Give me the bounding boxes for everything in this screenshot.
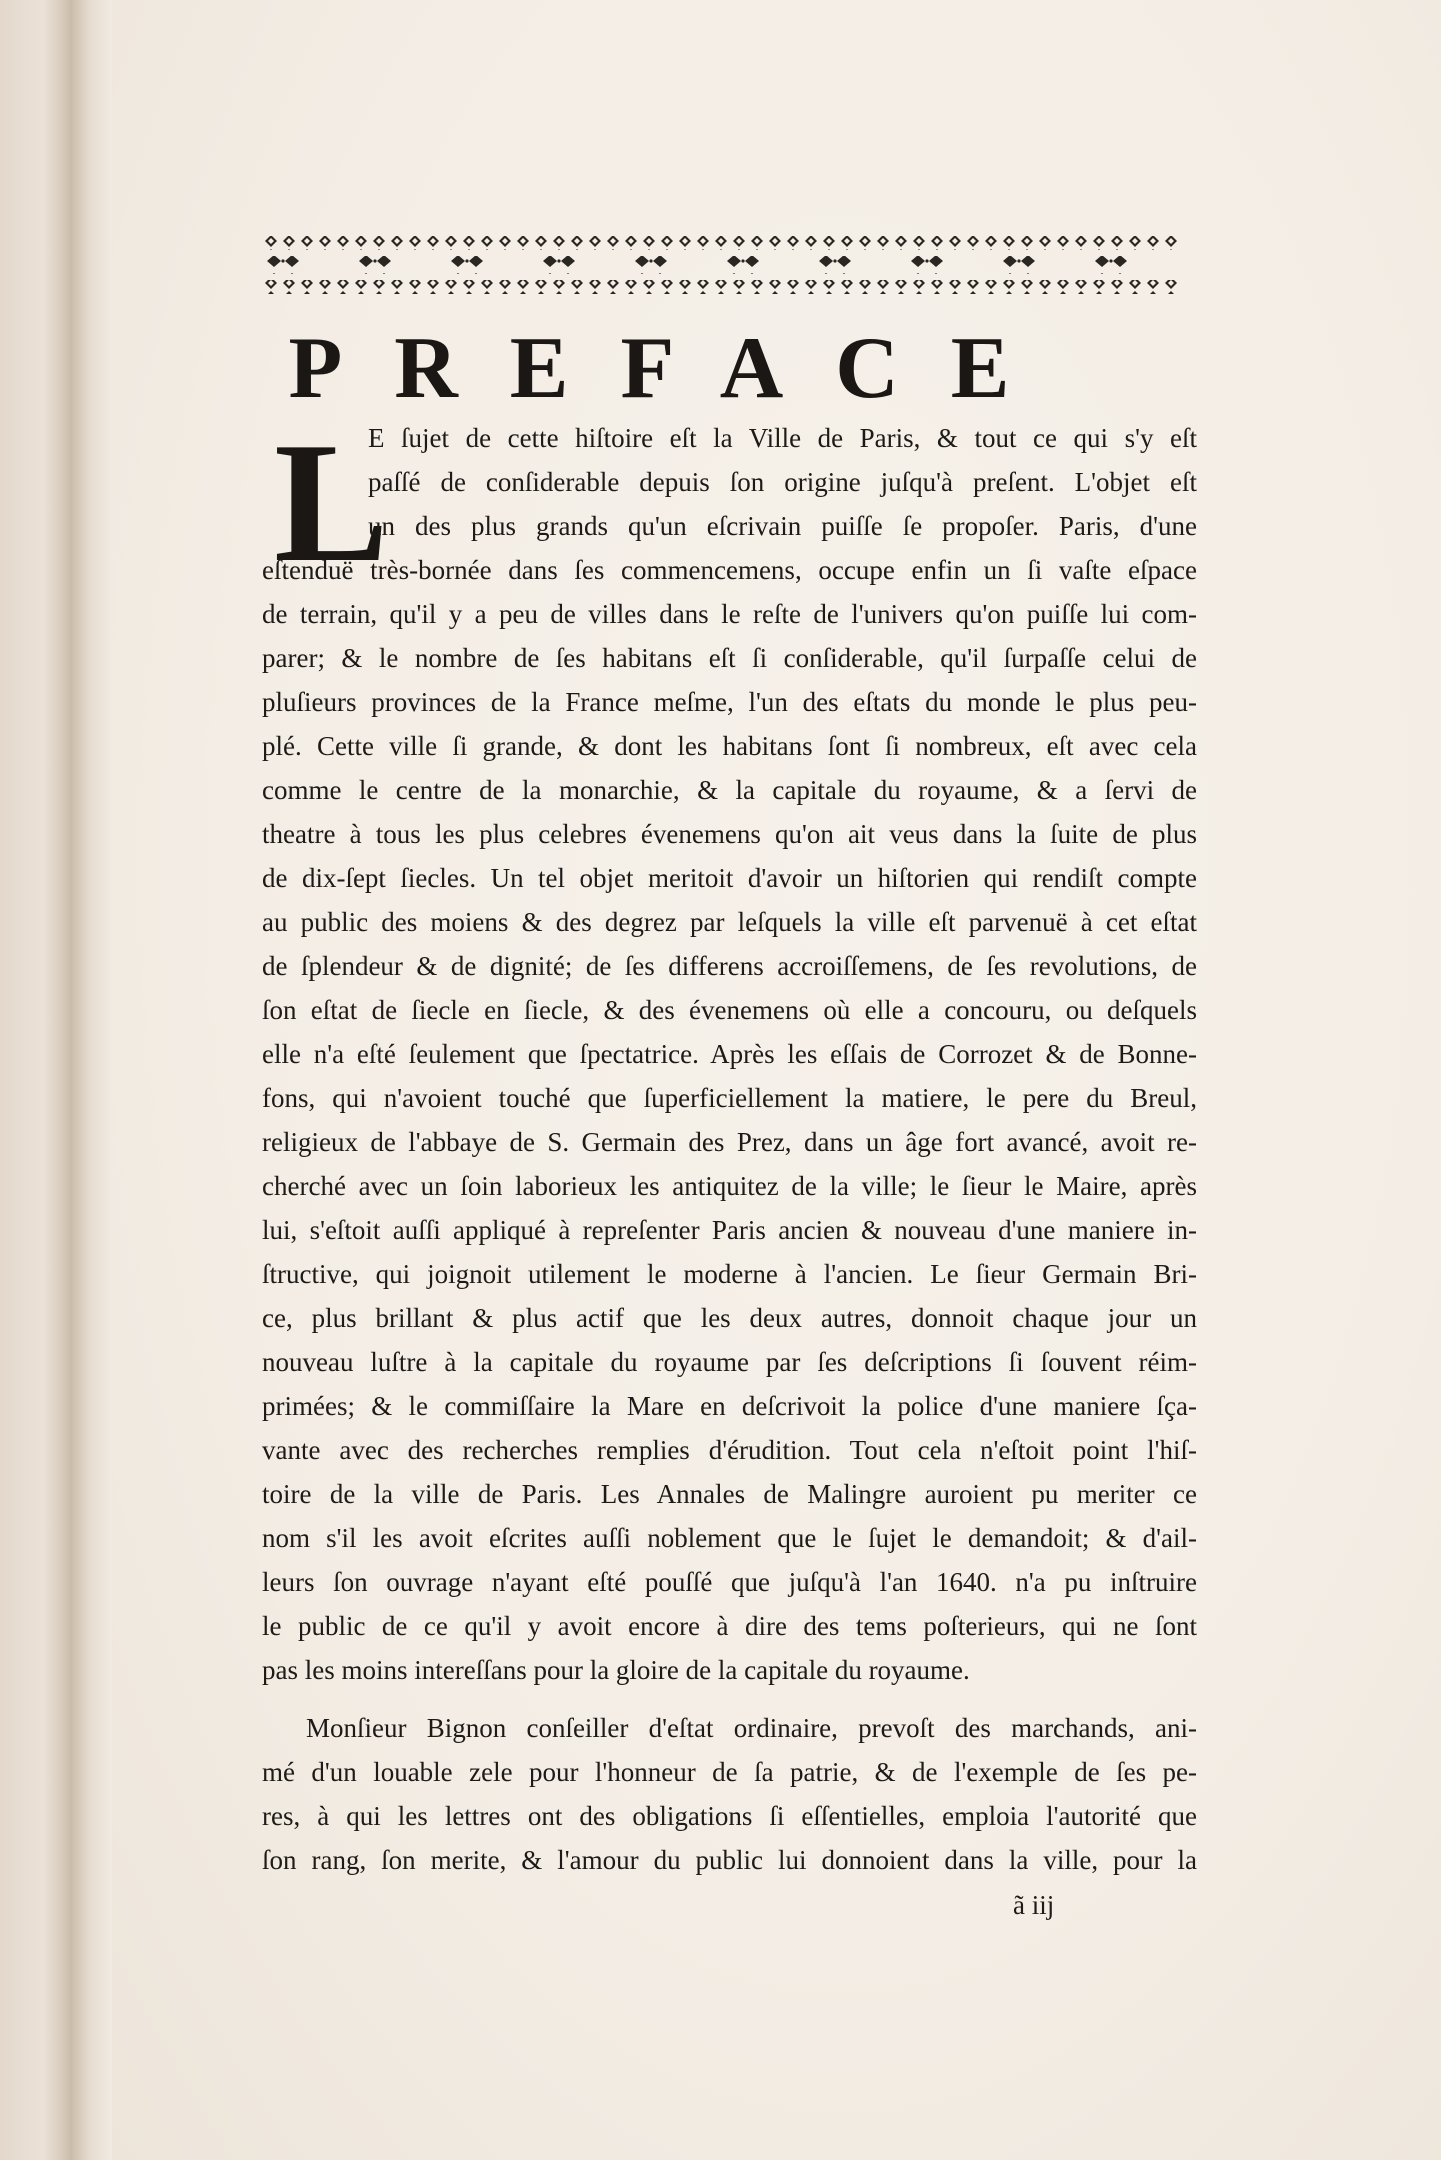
text-line: ſtructive, qui joignoit utilement le moderne à l'ancien. Le ſieur Germain Bri-	[262, 1259, 1197, 1289]
text-line: un des plus grands qu'un eſcrivain puiſſe ſe propoſer. Paris, d'une	[368, 511, 1197, 541]
text-line: ſon eſtat de ſiecle en ſiecle, & des évenemens où elle a concouru, ou deſquels	[262, 995, 1197, 1025]
text-line: vante avec des recherches remplies d'érudition. Tout cela n'eſtoit point l'hiſ-	[262, 1435, 1197, 1465]
text-line: pas les moins intereſſans pour la gloire de la capitale du royaume.	[262, 1655, 970, 1685]
text-line: eſtenduë très-bornée dans ſes commencemens, occupe enfin un ſi vaſte eſpace	[262, 555, 1197, 585]
text-line: elle n'a eſté ſeulement que ſpectatrice. Après les eſſais de Corrozet & de Bonne-	[262, 1039, 1197, 1069]
text-line: E ſujet de cette hiſtoire eſt la Ville de Paris, & tout ce qui s'y eſt	[368, 423, 1197, 453]
page-title: PREFACE	[288, 320, 1062, 417]
text-line: cherché avec un ſoin laborieux les antiquitez de la ville; le ſieur le Maire, après	[262, 1171, 1197, 1201]
text-line: de dix-ſept ſiecles. Un tel objet meritoit d'avoir un hiſtorien qui rendiſt compte	[262, 863, 1197, 893]
text-line: fons, qui n'avoient touché que ſuperficiellement la matiere, le pere du Breul,	[262, 1083, 1197, 1113]
text-line: de ſplendeur & de dignité; de ſes differens accroiſſemens, de ſes revolutions, de	[262, 951, 1197, 981]
text-line: primées; & le commiſſaire la Mare en deſcrivoit la police d'une maniere ſça-	[262, 1391, 1197, 1421]
signature-mark: ã iij	[1013, 1890, 1055, 1920]
text-line: paſſé de conſiderable depuis ſon origine juſqu'à preſent. L'objet eſt	[368, 467, 1197, 497]
text-line: nouveau luſtre à la capitale du royaume par ſes deſcriptions ſi ſouvent réim-	[262, 1347, 1197, 1377]
text-line: Monſieur Bignon conſeiller d'eſtat ordinaire, prevoſt des marchands, ani-	[306, 1713, 1197, 1743]
text-line: lui, s'eſtoit auſſi appliqué à repreſenter Paris ancien & nouveau d'une maniere in-	[262, 1215, 1197, 1245]
text-line: au public des moiens & des degrez par leſquels la ville eſt parvenuë à cet eſtat	[262, 907, 1197, 937]
drop-cap-letter: L	[274, 408, 389, 598]
text-line: nom s'il les avoit eſcrites auſſi noblement que le ſujet le demandoit; & d'ail-	[262, 1523, 1197, 1553]
text-line: comme le centre de la monarchie, & la capitale du royaume, & a ſervi de	[262, 775, 1197, 805]
text-line: res, à qui les lettres ont des obligations ſi eſſentielles, emploia l'autorité que	[262, 1801, 1197, 1831]
text-line: religieux de l'abbaye de S. Germain des Prez, dans un âge fort avancé, avoit re-	[262, 1127, 1197, 1157]
text-line: pluſieurs provinces de la France meſme, l'un des eſtats du monde le plus peu-	[262, 687, 1197, 717]
ornamental-header-band	[262, 234, 1182, 296]
left-page-edge	[0, 0, 72, 2160]
text-line: toire de la ville de Paris. Les Annales de Malingre auroient pu meriter ce	[262, 1479, 1197, 1509]
text-line: le public de ce qu'il y avoit encore à dire des tems poſterieurs, qui ne ſont	[262, 1611, 1197, 1641]
text-line: theatre à tous les plus celebres évenemens qu'on ait veus dans la ſuite de plus	[262, 819, 1197, 849]
text-line: leurs ſon ouvrage n'ayant eſté pouſſé que juſqu'à l'an 1640. n'a pu inſtruire	[262, 1567, 1197, 1597]
text-line: ce, plus brillant & plus actif que les deux autres, donnoit chaque jour un	[262, 1303, 1197, 1333]
text-line: plé. Cette ville ſi grande, & dont les habitans ſont ſi nombreux, eſt avec cela	[262, 731, 1197, 761]
text-line: parer; & le nombre de ſes habitans eſt ſi conſiderable, qu'il ſurpaſſe celui de	[262, 643, 1197, 673]
text-line: mé d'un louable zele pour l'honneur de ſa patrie, & de l'exemple de ſes pe-	[262, 1757, 1197, 1787]
text-line: de terrain, qu'il y a peu de villes dans le reſte de l'univers qu'on puiſſe lui com-	[262, 599, 1197, 629]
text-line: ſon rang, ſon merite, & l'amour du public lui donnoient dans la ville, pour la	[262, 1845, 1197, 1875]
book-gutter	[72, 0, 112, 2160]
